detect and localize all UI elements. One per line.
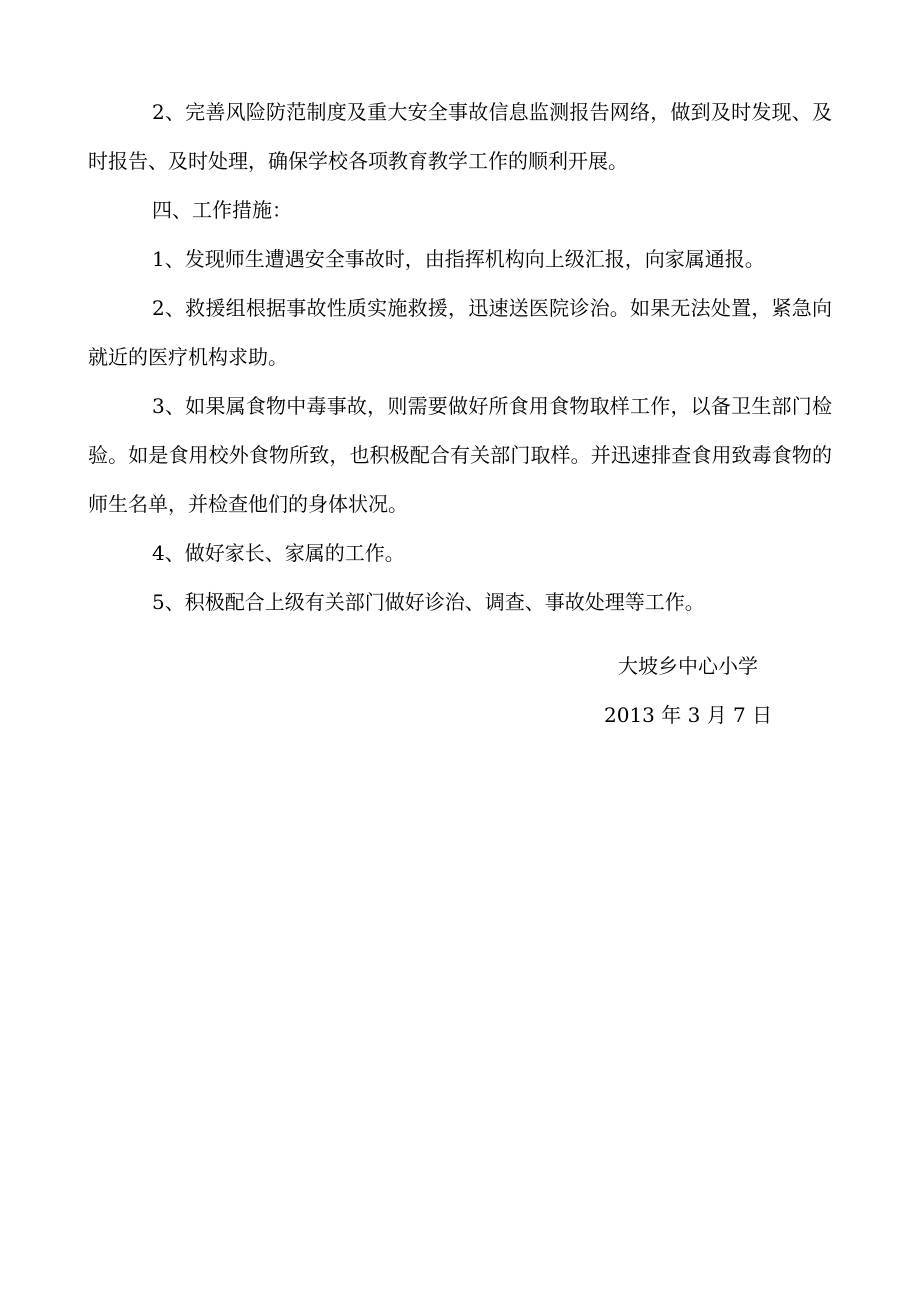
section-heading-work-measures: 四、工作措施： bbox=[152, 198, 292, 222]
signature-date: 2013 年 3 月 7 日 bbox=[604, 703, 773, 727]
paragraph-measure-cooperation: 5、积极配合上级有关部门做好诊治、调查、事故处理等工作。 bbox=[152, 590, 705, 614]
document-body bbox=[88, 88, 832, 727]
paragraph-measure-rescue: 2、救援组根据事故性质实施救援，迅速送医院诊治。如果无法处置，紧急向就近的医疗机构求助。 bbox=[88, 296, 832, 369]
signature-organization: 大坡乡中心小学 bbox=[618, 654, 758, 678]
paragraph-measure-family: 4、做好家长、家属的工作。 bbox=[152, 541, 405, 565]
paragraph-measure-report: 1、发现师生遭遇安全事故时，由指挥机构向上级汇报，向家属通报。 bbox=[152, 247, 765, 271]
paragraph-measure-food-poisoning: 3、如果属食物中毒事故，则需要做好所食用食物取样工作，以备卫生部门检验。如是食用校外食物所致，也积极配合有关部门取样。并迅速排查食用致毒食物的师生名单，并检查他们的身体状况。 bbox=[88, 394, 832, 516]
paragraph-risk-prevention: 2、完善风险防范制度及重大安全事故信息监测报告网络，做到及时发现、及时报告、及时处理，确保学校各项教育教学工作的顺利开展。 bbox=[88, 100, 832, 173]
